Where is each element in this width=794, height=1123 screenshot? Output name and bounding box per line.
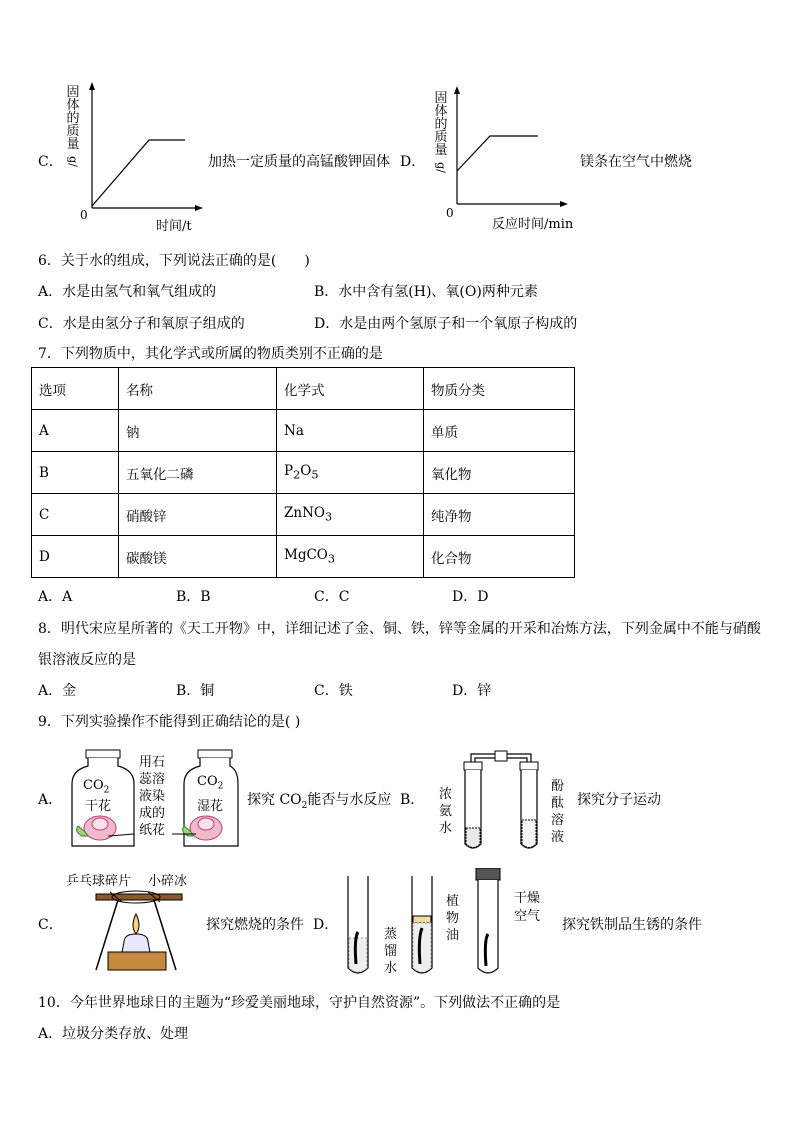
table-header-row <box>32 368 575 410</box>
q6-stem: 6．关于水的组成，下列说法正确的是( ) <box>38 253 310 269</box>
graph-d <box>444 86 574 211</box>
vegetable-oil-label: 植 物 油 <box>446 894 460 943</box>
cell-name: 碳酸镁 <box>119 536 277 578</box>
cell-name: 硝酸锌 <box>119 494 277 536</box>
q6-option-b: B．水中含有氢(H)、氧(O)两种元素 <box>314 284 538 300</box>
origin-label: 0 <box>446 206 454 220</box>
cell-name: 五氧化二磷 <box>119 452 277 494</box>
cell-name: 钠 <box>119 410 277 452</box>
test-tube-diagram <box>455 748 545 854</box>
header-cell: 化学式 <box>277 368 424 410</box>
table-row <box>32 452 575 494</box>
cell-class: 纯净物 <box>424 494 575 536</box>
flower-icon <box>172 816 222 840</box>
diagram-caption: 探究分子运动 <box>577 792 661 808</box>
cell-formula: Na <box>277 410 424 452</box>
q8-stem-line2: 银溶液反应的是 <box>38 652 136 668</box>
origin-label: 0 <box>80 208 88 222</box>
q6-option-a: A．水是由氢气和氧气组成的 <box>38 284 217 300</box>
option-letter: A． <box>38 792 63 808</box>
jar2-label: $CO_2$ <box>197 774 224 792</box>
jar1-label: 干花 <box>85 799 112 814</box>
x-axis-label: 时间/t <box>156 219 192 234</box>
table-row <box>32 536 575 578</box>
graph-caption: 加热一定质量的高锰酸钾固体 <box>208 154 390 170</box>
cell-formula: MgCO$_3$ <box>277 536 424 578</box>
diagram-caption: 探究 $CO_2$能否与水反应 <box>247 792 392 811</box>
paper-flower-label: 用石 蕊溶 液染 成的 纸花 <box>139 755 166 838</box>
q7-table <box>31 367 575 578</box>
graph-c <box>75 82 205 217</box>
cell-class: 单质 <box>424 410 575 452</box>
q8-option-c: C．铁 <box>314 683 353 699</box>
q6-option-d: D．水是由两个氢原子和一个氧原子构成的 <box>314 316 578 332</box>
y-axis-label: 固 体 的 质 量 g/ <box>66 85 80 167</box>
header-cell: 名称 <box>119 368 277 410</box>
q9-stem: 9．下列实验操作不能得到正确结论的是( ) <box>38 714 301 730</box>
q6-option-c: C．水是由氢分子和氧原子组成的 <box>38 316 245 332</box>
dry-air-label: 干燥 空气 <box>514 891 541 924</box>
pingpong-label: 乒乓球碎片 <box>66 874 132 889</box>
option-letter: B． <box>400 792 425 808</box>
rusting-tubes-diagram <box>340 868 510 980</box>
diagram-caption: 探究铁制品生锈的条件 <box>562 917 702 933</box>
table-row <box>32 410 575 452</box>
q7-option-c: C．C <box>314 589 350 605</box>
diagram-caption: 探究燃烧的条件 <box>206 917 304 933</box>
q10-option-a: A．垃圾分类存放、处理 <box>38 1026 189 1042</box>
cell-option: C <box>32 494 119 536</box>
option-letter: D． <box>313 917 339 933</box>
q7-option-a: A．A <box>38 589 73 605</box>
q10-stem: 10．今年世界地球日的主题为“珍爱美丽地球，守护自然资源”。下列做法不正确的是 <box>38 995 561 1011</box>
jar2-label: 湿花 <box>197 799 224 814</box>
header-cell: 选项 <box>32 368 119 410</box>
q8-option-d: D．锌 <box>452 683 492 699</box>
q7-option-d: D．D <box>452 589 489 605</box>
option-letter: C． <box>38 917 63 933</box>
q8-option-b: B．铜 <box>176 683 215 699</box>
option-letter: D． <box>400 154 426 170</box>
table-row <box>32 494 575 536</box>
x-axis-label: 反应时间/min <box>492 217 574 232</box>
graph-caption: 镁条在空气中燃烧 <box>580 154 692 170</box>
cell-class: 氧化物 <box>424 452 575 494</box>
header-cell: 物质分类 <box>424 368 575 410</box>
phenolphthalein-label: 酚 酞 溶 液 <box>551 779 565 845</box>
distilled-water-label: 蒸 馏 水 <box>384 927 398 976</box>
cell-option: A <box>32 410 119 452</box>
burner-diagram <box>78 886 190 976</box>
y-axis-label: 固 体 的 质 量 g/ <box>434 91 448 173</box>
cell-class: 化合物 <box>424 536 575 578</box>
q8-option-a: A．金 <box>38 683 77 699</box>
cell-formula: ZnNO$_3$ <box>277 494 424 536</box>
ammonia-label: 浓 氨 水 <box>439 787 453 836</box>
option-letter: C． <box>38 154 63 170</box>
q8-stem-line1: 8．明代宋应星所著的《天工开物》中，详细记述了金、铜、铁，锌等金属的开采和冶炼方法，下列金属中不能与硝酸 <box>38 621 761 637</box>
ice-label: 小碎冰 <box>148 874 188 889</box>
cell-option: B <box>32 452 119 494</box>
jar1-label: $CO_2$ <box>83 778 110 796</box>
cell-option: D <box>32 536 119 578</box>
cell-formula: $P_2O_5$ <box>277 452 424 494</box>
q7-option-b: B．B <box>176 589 211 605</box>
q7-stem: 7．下列物质中，其化学式或所属的物质类别不正确的是 <box>38 346 383 362</box>
